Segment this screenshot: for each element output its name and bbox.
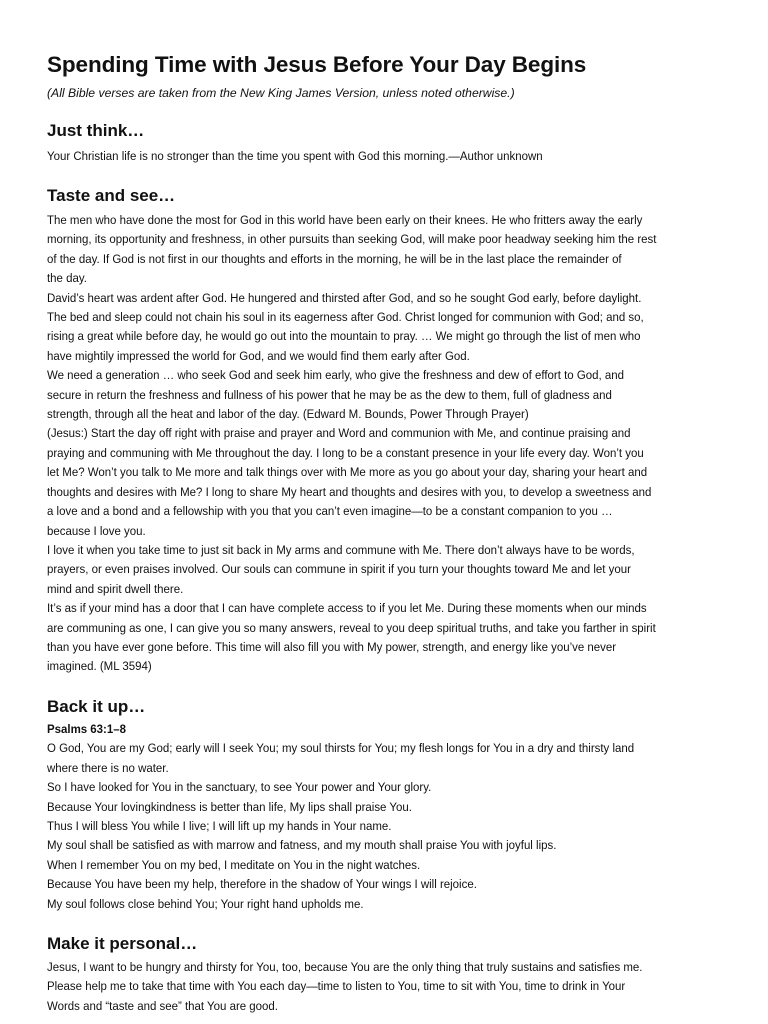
text-line: than you have ever gone before. This time will also fill you with My power, strength, and energy like you’ve never — [47, 639, 617, 654]
section-heading-make-it-personal: Make it personal… — [47, 934, 198, 953]
text-line: The men who have done the most for God in this world have been early on their knees. He who fritters away the early — [47, 213, 643, 227]
text-line: Because You have been my help, therefore in the shadow of Your wings I will rejoice. — [47, 877, 477, 892]
scripture-reference: Psalms 63:1–8 — [47, 722, 126, 736]
text-line: Thus I will bless You while I live; I will lift up my hands in Your name. — [47, 819, 392, 834]
section-heading-taste-and-see: Taste and see… — [47, 186, 176, 205]
text-line: of the day. If God is not first in our thoughts and efforts in the morning, he will be in the last place the remainder of — [47, 251, 622, 266]
text-line: where there is no water. — [47, 760, 169, 775]
text-line: a love and a bond and a fellowship with you that you can’t even imagine—to be a constant companion to you … — [47, 504, 613, 519]
section-body-back-it-up — [47, 720, 737, 914]
section-body-just-think — [47, 147, 737, 166]
text-line: My soul follows close behind You; Your right hand upholds me. — [47, 896, 364, 911]
text-line: Please help me to take that time with You each day—time to listen to You, time to sit with You, time to drink in Your — [47, 979, 626, 994]
text-line: O God, You are my God; early will I seek You; my soul thirsts for You; my flesh longs for You in a dry and thirsty land — [47, 741, 635, 756]
text-line: praying and communing with Me throughout the day. I long to be a constant presence in your life every day. Won’t you — [47, 445, 644, 460]
section-body-taste-and-see — [47, 211, 737, 677]
text-line: are communing as one, I can give you so many answers, reveal to you deep spiritual truths, and take you farther in spirit — [47, 620, 656, 635]
text-line: Your Christian life is no stronger than the time you spent with God this morning.—Author unknown — [47, 149, 543, 163]
text-line: morning, its opportunity and freshness, in other pursuits than seeking God, will make poor headway seeking him the rest — [47, 232, 657, 247]
text-line: imagined. (ML 3594) — [47, 659, 152, 674]
section-heading-just-think: Just think… — [47, 121, 145, 140]
text-line: mind and spirit dwell there. — [47, 581, 184, 596]
text-line: rising a great while before day, he would go out into the mountain to pray. … We might go through the list of men who — [47, 329, 641, 344]
text-line: because I love you. — [47, 523, 146, 538]
text-line: My soul shall be satisfied as with marrow and fatness, and my mouth shall praise You with joyful lips. — [47, 838, 557, 853]
text-line: Words and “taste and see” that You are good. — [47, 998, 278, 1013]
text-line: When I remember You on my bed, I meditate on You in the night watches. — [47, 857, 421, 872]
text-line: Jesus, I want to be hungry and thirsty for You, too, because You are the only thing that truly sustains and satisfies me. — [47, 960, 643, 974]
text-line: strength, through all the heat and labor of the day. (Edward M. Bounds, Power Through Prayer) — [47, 407, 529, 422]
page-title: Spending Time with Jesus Before Your Day Begins — [47, 52, 587, 77]
text-line: have mightily impressed the world for God, and we would find them early after God. — [47, 348, 470, 363]
text-line: thoughts and desires with Me? I long to share My heart and thoughts and desires with you, to develop a sweetness and — [47, 484, 652, 499]
section-heading-back-it-up: Back it up… — [47, 697, 146, 716]
section-body-make-it-personal — [47, 958, 737, 1016]
text-line: It’s as if your mind has a door that I can have complete access to if you let Me. During these moments when our minds — [47, 601, 647, 616]
text-line: Because Your lovingkindness is better than life, My lips shall praise You. — [47, 799, 412, 814]
text-line: prayers, or even praises involved. Our souls can commune in spirit if you turn your thoughts toward Me and let your — [47, 562, 631, 577]
text-line: The bed and sleep could not chain his soul in its eagerness after God. Christ longed for communion with God; and so, — [47, 310, 644, 325]
text-line: We need a generation … who seek God and seek him early, who give the freshness and dew of effort to God, and — [47, 368, 624, 383]
page-subtitle: (All Bible verses are taken from the New King James Version, unless noted otherwise.) — [47, 86, 515, 100]
text-line: I love it when you take time to just sit back in My arms and commune with Me. There don’t always have to be words, — [47, 542, 635, 557]
text-line: secure in return the freshness and fullness of his power that he may be as the dew to them, full of gladness and — [47, 387, 612, 402]
text-line: the day. — [47, 271, 87, 286]
text-line: David’s heart was ardent after God. He hungered and thirsted after God, and so he sought God early, before daylight. — [47, 290, 642, 305]
text-line: So I have looked for You in the sanctuary, to see Your power and Your glory. — [47, 780, 432, 795]
text-line: (Jesus:) Start the day off right with praise and prayer and Word and communion with Me, and continue praising and — [47, 426, 631, 441]
text-line: let Me? Won’t you talk to Me more and talk things over with Me more as you go about your day, sharing your heart and — [47, 465, 648, 480]
